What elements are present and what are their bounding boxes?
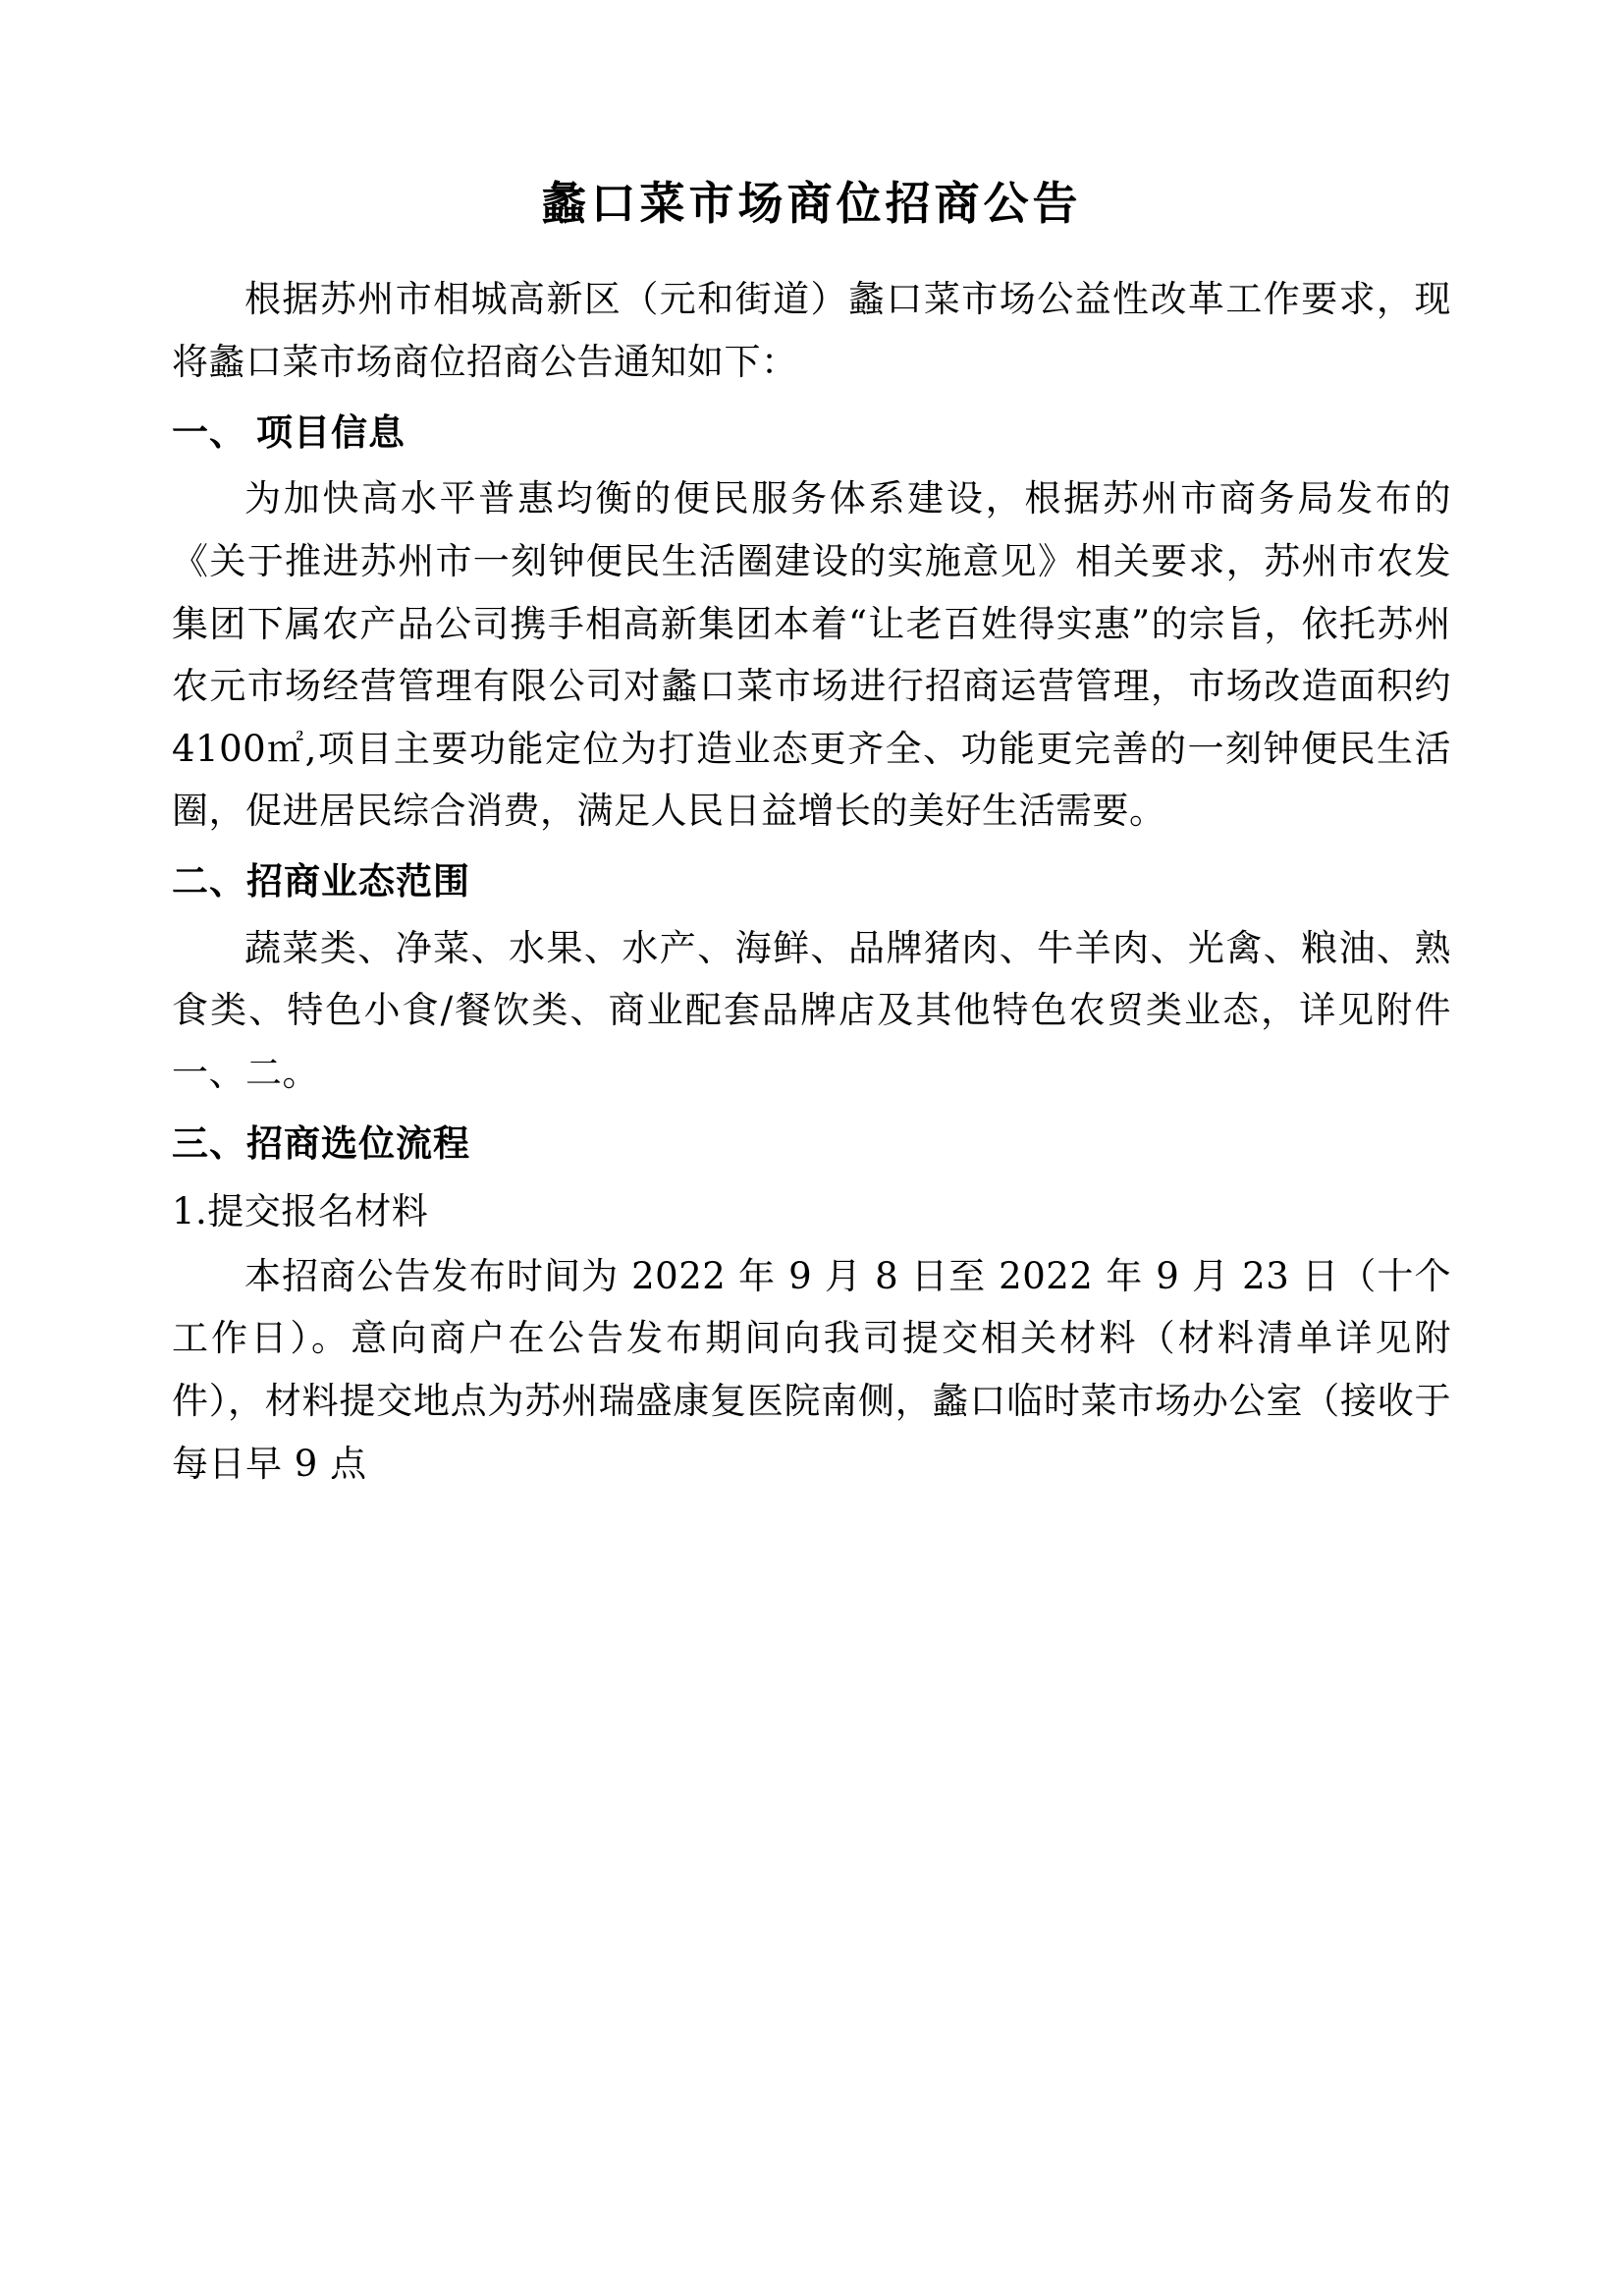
section-title-1: 项目信息 [256, 410, 406, 454]
page-title: 蠡口菜市场商位招商公告 [541, 177, 1082, 230]
section-heading-2 [172, 850, 1451, 913]
section-2-paragraph-1: 蔬菜类、净菜、水果、水产、海鲜、品牌猪肉、牛羊肉、光禽、粮油、熟食类、特色小食/餐饮类、商业配套品牌店及其他特色农贸类业态，详见附件一、二。 [172, 926, 1451, 1094]
section-3-subheading: 1.提交报名材料 [172, 1190, 429, 1233]
section-3-paragraph-1: 本招商公告发布时间为 2022 年 9 月 8 日至 2022 年 9 月 23 日（十个工作日）。意向商户在公告发布期间向我司提交相关材料（材料清单详见附件），材料提交地点为苏州瑞盛康复医院南侧，蠡口临时菜市场办公室（接收于每日早 9 点 [172, 1254, 1451, 1485]
section-title-3: 招商选位流程 [246, 1121, 470, 1165]
section-number-2: 二、 [172, 859, 246, 903]
section-number-3: 三、 [172, 1121, 246, 1165]
section-heading-1 [172, 402, 1451, 465]
section-title-2: 招商业态范围 [246, 859, 470, 903]
intro-paragraph: 根据苏州市相城高新区（元和街道）蠡口菜市场公益性改革工作要求，现将蠡口菜市场商位招商公告通知如下： [172, 278, 1451, 384]
section-number-1: 一、 [172, 410, 246, 454]
section-heading-3 [172, 1113, 1451, 1175]
section-1-paragraph-1: 为加快高水平普惠均衡的便民服务体系建设，根据苏州市商务局发布的《关于推进苏州市一刻钟便民生活圈建设的实施意见》相关要求，苏州市农发集团下属农产品公司携手相高新集团本着“让老百姓得实惠”的宗旨，依托苏州农元市场经营管理有限公司对蠡口菜市场进行招商运营管理，市场改造面积约4100㎡,项目主要功能定位为打造业态更齐全、功能更完善的一刻钟便民生活圈，促进居民综合消费，满足人民日益增长的美好生活需要。 [172, 477, 1451, 833]
